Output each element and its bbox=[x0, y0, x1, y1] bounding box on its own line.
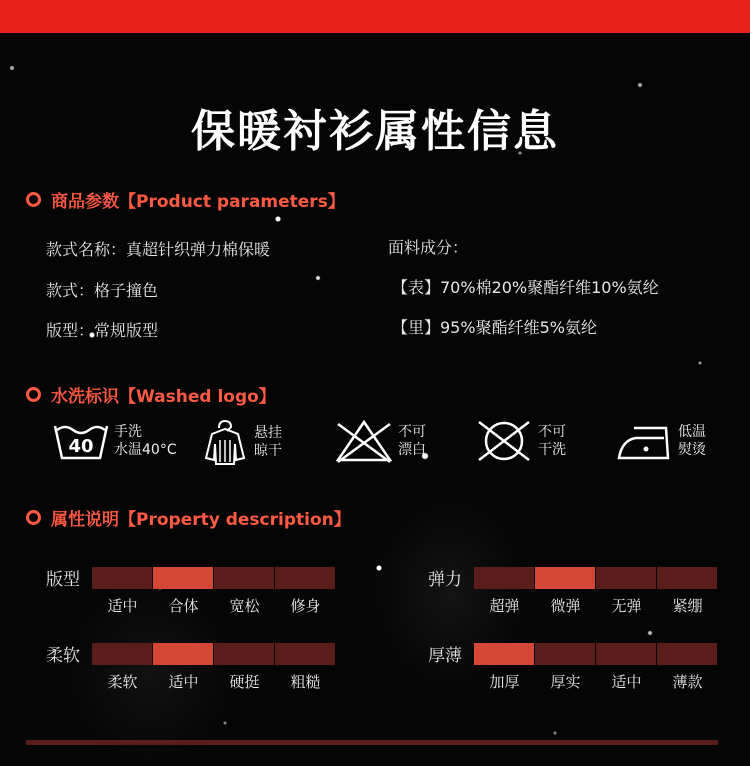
attribute-option-label: 薄款 bbox=[672, 673, 703, 691]
scale-segment bbox=[596, 643, 656, 665]
attribute-option-label: 超弹 bbox=[489, 597, 520, 615]
attribute-scale-bar bbox=[92, 643, 336, 665]
attribute-option-label: 微弹 bbox=[550, 597, 581, 615]
section-title: 属性说明【Property description】 bbox=[51, 510, 351, 530]
section-washed-logo bbox=[26, 382, 276, 407]
wash-item-no-dry-clean bbox=[474, 418, 566, 464]
attribute-option-label: 无弹 bbox=[611, 597, 642, 615]
wash-label-line1: 悬挂 bbox=[254, 425, 282, 441]
attribute-option-label: 修身 bbox=[290, 597, 321, 615]
attribute-name: 弹力 bbox=[428, 570, 462, 590]
attribute-option-label: 适中 bbox=[107, 597, 138, 615]
attribute-scale-bar bbox=[474, 643, 718, 665]
scale-segment-selected bbox=[535, 567, 595, 589]
scale-segment bbox=[275, 567, 335, 589]
wash-40-icon bbox=[52, 418, 110, 464]
scale-segment bbox=[596, 567, 656, 589]
attribute-option-label: 厚实 bbox=[550, 673, 581, 691]
section-title: 商品参数【Product parameters】 bbox=[51, 192, 345, 212]
param-fit: 版型：常规版型 bbox=[46, 321, 159, 340]
low-iron-icon bbox=[616, 418, 674, 464]
scale-segment bbox=[92, 643, 152, 665]
scale-segment bbox=[92, 567, 152, 589]
scale-segment-selected bbox=[474, 643, 534, 665]
attribute-name: 柔软 bbox=[46, 646, 80, 666]
attribute-option-label: 适中 bbox=[611, 673, 642, 691]
attribute-option-labels bbox=[92, 595, 336, 616]
attribute-option-labels bbox=[474, 595, 718, 616]
wash-label-line1: 手洗 bbox=[114, 424, 142, 440]
circle-bullet-icon bbox=[26, 510, 41, 525]
svg-text:40: 40 bbox=[68, 436, 94, 457]
attribute-option-label: 硬挺 bbox=[229, 673, 260, 691]
bottom-divider bbox=[26, 740, 718, 745]
attribute-name: 版型 bbox=[46, 570, 80, 590]
wash-label-line2: 漂白 bbox=[398, 442, 426, 458]
wash-item-low-iron bbox=[616, 418, 706, 464]
scale-segment bbox=[657, 567, 717, 589]
param-fabric-inner: 【里】95%聚酯纤维5%氨纶 bbox=[392, 318, 597, 337]
hang-dry-icon bbox=[200, 418, 250, 466]
no-dry-clean-icon bbox=[474, 418, 534, 464]
attribute-scale-bar bbox=[92, 567, 336, 589]
wash-label-line2: 熨烫 bbox=[678, 442, 706, 458]
attribute-option-label: 粗糙 bbox=[290, 673, 321, 691]
attribute-option-label: 适中 bbox=[168, 673, 199, 691]
scale-segment-selected bbox=[153, 643, 213, 665]
scale-segment-selected bbox=[153, 567, 213, 589]
scale-segment bbox=[535, 643, 595, 665]
attribute-option-label: 合体 bbox=[168, 597, 199, 615]
scale-segment bbox=[214, 567, 274, 589]
attribute-option-labels bbox=[474, 671, 718, 692]
section-title: 水洗标识【Washed logo】 bbox=[51, 387, 276, 407]
wash-label-line1: 低温 bbox=[678, 424, 706, 440]
scale-segment bbox=[275, 643, 335, 665]
attribute-option-label: 柔软 bbox=[107, 673, 138, 691]
wash-label-line2: 晾干 bbox=[254, 443, 282, 459]
attribute-option-label: 加厚 bbox=[489, 673, 520, 691]
scale-segment bbox=[474, 567, 534, 589]
wash-item-hang-dry bbox=[200, 418, 282, 466]
attribute-option-label: 宽松 bbox=[229, 597, 260, 615]
param-style-name: 款式名称：真超针织弹力棉保暖 bbox=[46, 240, 271, 259]
attribute-option-label: 紧绷 bbox=[672, 597, 703, 615]
scale-segment bbox=[214, 643, 274, 665]
wash-label-line1: 不可 bbox=[538, 424, 566, 440]
attribute-name: 厚薄 bbox=[428, 646, 462, 666]
attribute-scale-bar bbox=[474, 567, 718, 589]
scale-segment bbox=[657, 643, 717, 665]
param-style: 款式：格子撞色 bbox=[46, 281, 159, 300]
wash-item-hand-wash bbox=[52, 418, 177, 464]
wash-label-line2: 干洗 bbox=[538, 442, 566, 458]
top-banner bbox=[0, 0, 750, 33]
wash-label-line2: 水温40°C bbox=[114, 442, 177, 458]
no-bleach-icon bbox=[334, 418, 394, 464]
attribute-option-labels bbox=[92, 671, 336, 692]
circle-bullet-icon bbox=[26, 192, 41, 207]
section-product-parameters bbox=[26, 187, 345, 212]
param-fabric-label: 面料成分： bbox=[388, 238, 469, 257]
circle-bullet-icon bbox=[26, 387, 41, 402]
section-property-description bbox=[26, 505, 351, 530]
page-title: 保暖衬衫属性信息 bbox=[191, 106, 559, 157]
wash-item-no-bleach bbox=[334, 418, 426, 464]
param-fabric-outer: 【表】70%棉20%聚酯纤维10%氨纶 bbox=[392, 278, 659, 297]
wash-label-line1: 不可 bbox=[398, 424, 426, 440]
